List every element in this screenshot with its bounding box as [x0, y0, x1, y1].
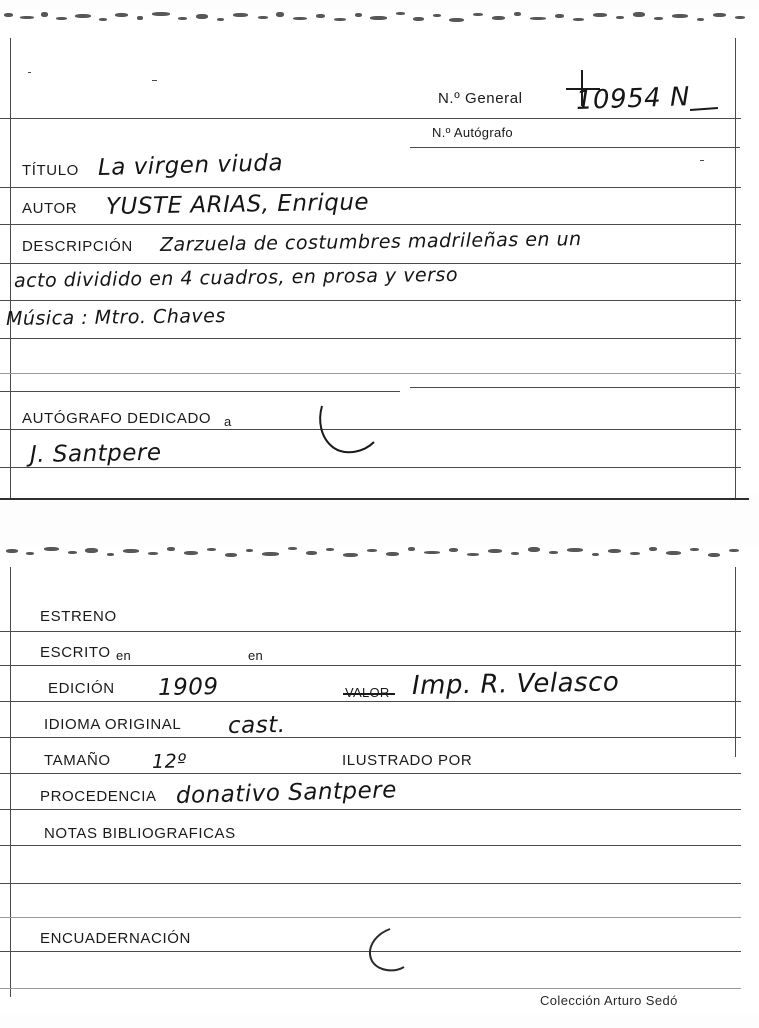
value-idioma-original: cast.	[227, 711, 286, 739]
ruled-line	[0, 701, 741, 702]
field-label-numero-general: N.º General	[438, 90, 523, 107]
ruled-line	[0, 391, 400, 392]
value-valor: Imp. R. Velasco	[411, 667, 620, 701]
field-label-escrito-en-1: en	[116, 648, 132, 663]
value-edicion: 1909	[157, 673, 219, 701]
ruled-line	[0, 187, 741, 188]
numero-general-underline	[690, 107, 718, 111]
ruled-line	[410, 387, 740, 388]
value-descripcion-line1: Zarzuela de costumbres madrileñas en un	[159, 228, 582, 256]
valor-strikethrough	[343, 693, 395, 695]
ruled-line	[0, 845, 741, 846]
ruled-line	[0, 263, 741, 264]
ruled-line	[0, 631, 741, 632]
catalogue-card-front	[0, 10, 759, 495]
field-label-numero-autografo: N.º Autógrafo	[432, 125, 513, 140]
ruled-line	[0, 883, 741, 884]
field-label-autor: AUTOR	[22, 200, 78, 217]
stray-mark	[152, 80, 157, 81]
field-label-autografo-dedicado: AUTÓGRAFO DEDICADO	[22, 410, 212, 427]
field-label-ilustrado-por: ILUSTRADO POR	[342, 752, 473, 769]
scan-noise-bottom	[0, 545, 759, 561]
value-tamano: 12º	[151, 750, 187, 773]
field-label-encuadernacion: ENCUADERNACIÓN	[40, 930, 191, 947]
ruled-line	[0, 773, 741, 774]
field-label-titulo: TÍTULO	[22, 162, 79, 179]
stray-mark	[28, 72, 31, 73]
field-label-idioma-original: IDIOMA ORIGINAL	[44, 716, 182, 733]
value-descripcion-line2: acto dividido en 4 cuadros, en prosa y verso	[13, 263, 459, 292]
ruled-line	[0, 809, 741, 810]
field-label-estreno: ESTRENO	[40, 608, 117, 625]
pen-squiggle-back	[360, 927, 430, 977]
value-autografo-dedicado: J. Santpere	[29, 439, 162, 468]
ruled-line	[0, 737, 741, 738]
stray-mark	[700, 160, 704, 161]
value-titulo: La virgen viuda	[97, 150, 284, 181]
field-label-escrito: ESCRITO	[40, 644, 111, 661]
value-descripcion-line3: Música : Mtro. Chaves	[5, 304, 226, 330]
ruled-line	[0, 988, 741, 989]
ruled-line	[0, 300, 741, 301]
ruled-line	[0, 467, 741, 468]
field-label-procedencia: PROCEDENCIA	[40, 788, 157, 805]
value-procedencia: donativo Santpere	[175, 777, 398, 809]
value-numero-general: 10954 N	[575, 82, 691, 116]
field-label-valor: VALOR	[345, 685, 390, 700]
catalogue-card-back	[0, 545, 759, 1015]
field-label-autografo-dedicado-preposition: a	[224, 414, 232, 429]
numero-general-cross-horizontal	[566, 88, 600, 90]
ruled-line	[0, 917, 741, 918]
field-label-tamano: TAMAÑO	[44, 752, 111, 769]
ruled-line	[0, 373, 741, 374]
field-label-escrito-en-2: en	[248, 648, 264, 663]
card-bottom-edge	[0, 498, 749, 500]
pen-squiggle-front	[316, 404, 396, 464]
ruled-line	[0, 118, 741, 119]
ruled-line	[0, 665, 741, 666]
field-label-notas-bibliograficas: NOTAS BIBLIOGRAFICAS	[44, 825, 236, 842]
ruled-line	[0, 224, 741, 225]
card-right-edge	[735, 567, 736, 757]
scan-noise-top	[0, 10, 759, 26]
ruled-line	[0, 338, 741, 339]
value-autor: YUSTE ARIAS, Enrique	[105, 189, 370, 220]
ruled-line	[410, 147, 740, 148]
field-label-edicion: EDICIÓN	[48, 680, 115, 697]
field-label-descripcion: DESCRIPCIÓN	[22, 238, 133, 255]
collection-stamp: Colección Arturo Sedó	[540, 993, 678, 1008]
